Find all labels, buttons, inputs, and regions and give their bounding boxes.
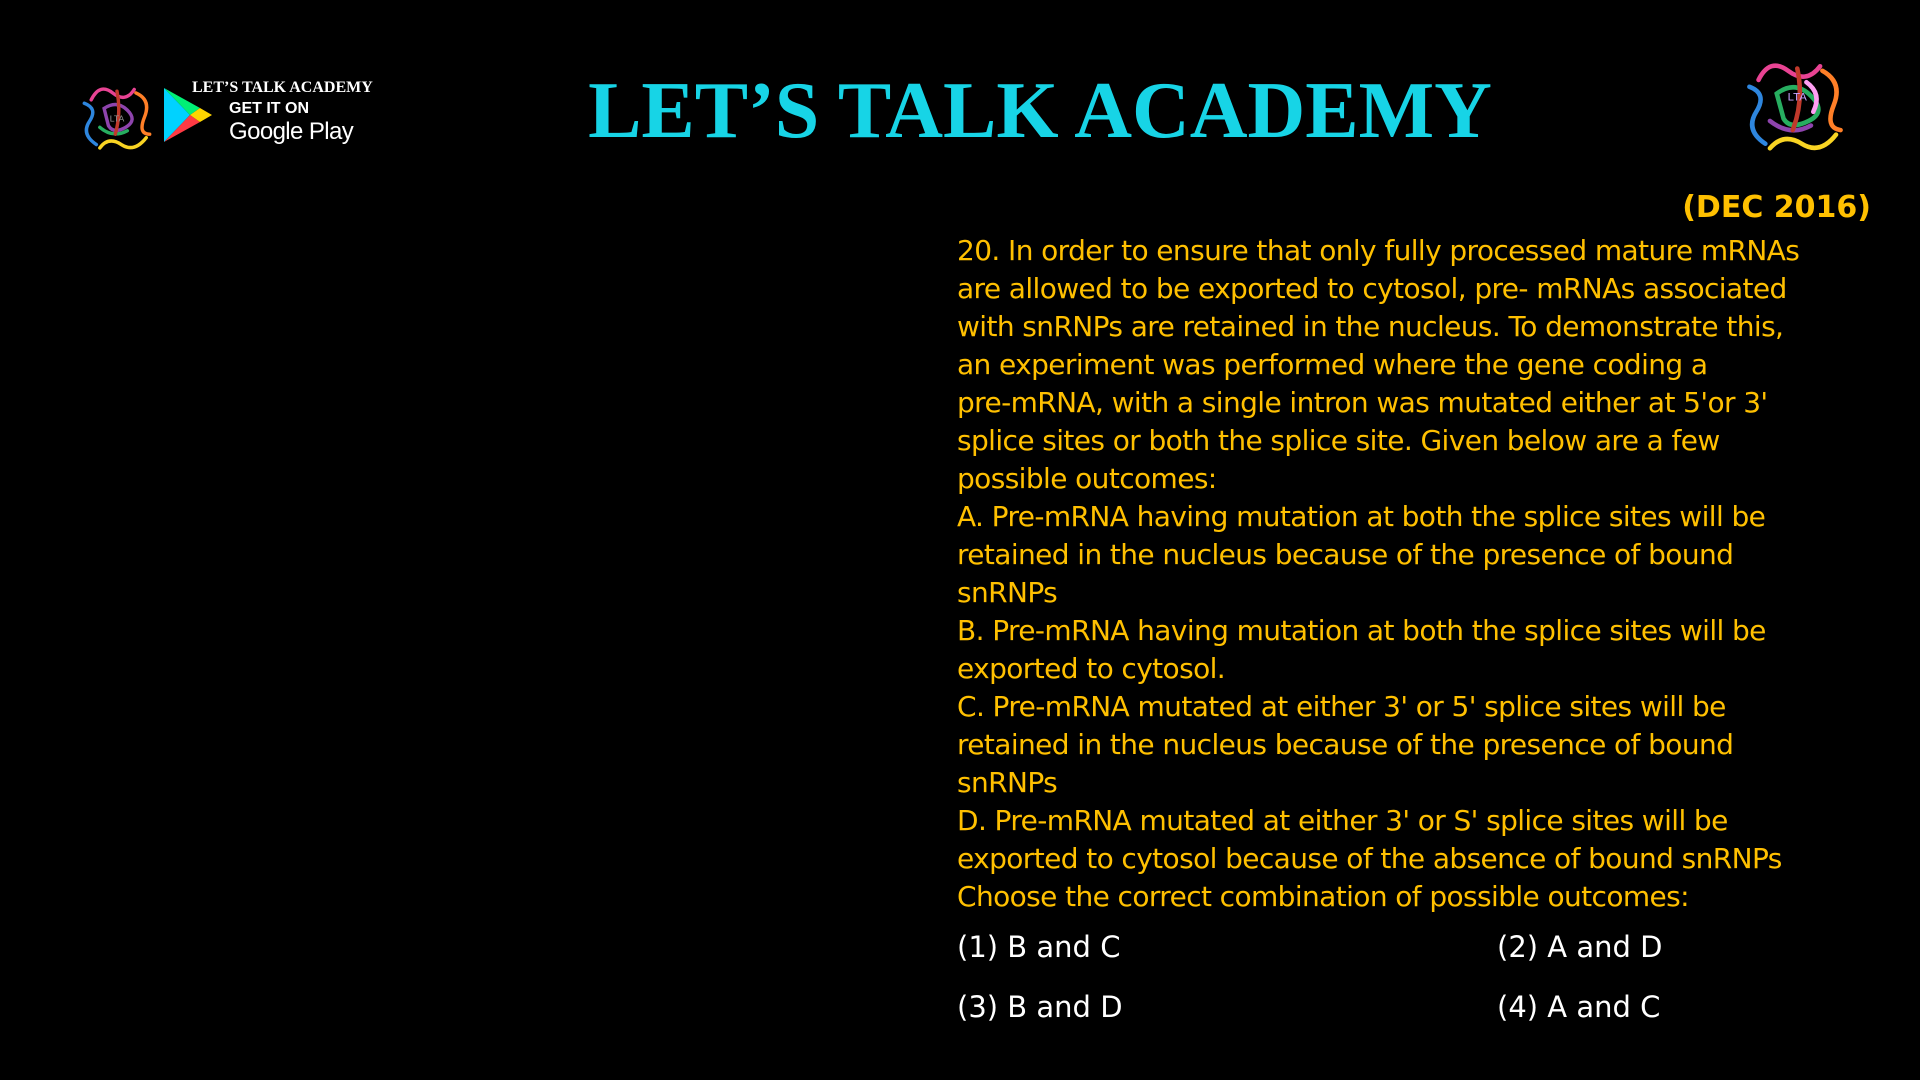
statement-a-line: A. Pre-mRNA having mutation at both the splice sites will be [957,500,1766,533]
question-line: splice sites or both the splice site. Given below are a few [957,424,1720,457]
badge-academy-text: LET’S TALK ACADEMY [192,79,373,96]
question-line: with snRNPs are retained in the nucleus. To demonstrate this, [957,310,1784,343]
statement-c-line: retained in the nucleus because of the presence of bound [957,728,1734,761]
question-line: an experiment was performed where the gene coding a [957,348,1708,381]
question-prompt: Choose the correct combination of possible outcomes: [957,880,1689,913]
statement-a-line: snRNPs [957,576,1058,609]
question-line: pre-mRNA, with a single intron was mutated either at 5'or 3' [957,386,1768,419]
statement-d-line: exported to cytosol because of the absence of bound snRNPs [957,842,1782,875]
statement-b-line: exported to cytosol. [957,652,1226,685]
question-text [957,232,1887,916]
question-line: are allowed to be exported to cytosol, pre- mRNAs associated [957,272,1787,305]
statement-d-line: D. Pre-mRNA mutated at either 3' or S' splice sites will be [957,804,1728,837]
statement-c-line: snRNPs [957,766,1058,799]
question-line: possible outcomes: [957,462,1217,495]
exam-tag: (DEC 2016) [1682,190,1871,225]
option-2[interactable]: (2) A and D [1497,930,1663,964]
page-title: LET’S TALK ACADEMY [588,67,1492,155]
badge-google-play: Google Play [229,118,354,145]
option-1[interactable]: (1) B and C [957,930,1121,964]
option-3[interactable]: (3) B and D [957,990,1123,1024]
question-line: 20. In order to ensure that only fully processed mature mRNAs [957,234,1800,267]
academy-logo-right-icon [1738,48,1852,162]
academy-logo-icon [74,74,160,160]
statement-b-line: B. Pre-mRNA having mutation at both the splice sites will be [957,614,1766,647]
google-play-badge[interactable] [158,76,418,156]
statement-c-line: C. Pre-mRNA mutated at either 3' or 5' splice sites will be [957,690,1726,723]
svg-text:LTA: LTA [109,113,125,124]
statement-a-line: retained in the nucleus because of the presence of bound [957,538,1734,571]
badge-get-it-on: GET IT ON [229,100,309,117]
svg-text:LTA: LTA [1787,91,1807,104]
option-4[interactable]: (4) A and C [1497,990,1661,1024]
